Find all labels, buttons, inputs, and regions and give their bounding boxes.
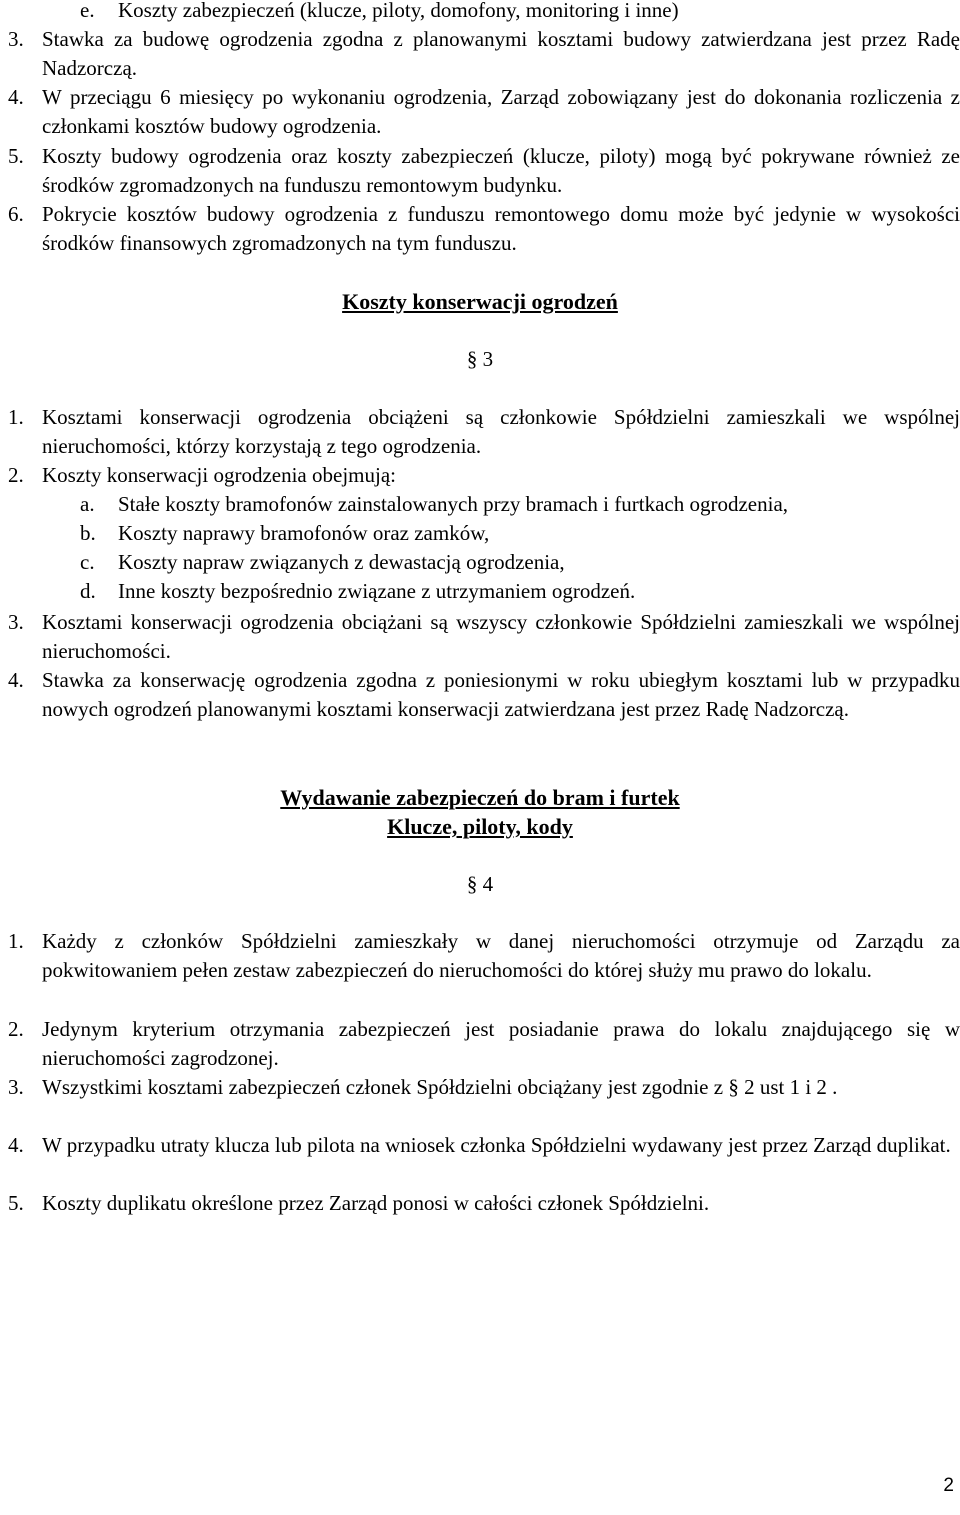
list-item-text: Kosztami konserwacji ogrodzenia obciążeni są członkowie Spółdzielni zamieszkali we wspólnej nieruchomości, którzy korzystają z tego ogrodzenia. [42,405,960,458]
list-marker: 6. [8,202,24,226]
list-marker: 2. [8,463,24,487]
list-item-repair-fund [8,142,960,200]
list-item-settlement [8,83,960,141]
list-item-fund-limit [8,200,960,258]
paragraph-sign-3: § 3 [466,347,494,371]
section-heading-security: Wydawanie zabezpieczeń do bram i furtek [280,785,680,810]
list-marker: 1. [8,405,24,429]
list-marker: 3. [8,1075,24,1099]
list-marker: 3. [8,610,24,634]
list-marker: b. [80,521,96,545]
list-item-conservation-includes [8,461,960,490]
list-item-text: Koszty budowy ogrodzenia oraz koszty zabezpieczeń (klucze, piloty) mogą być pokrywane również ze środków zgromadzonych na funduszu remontowym budynku. [42,144,960,197]
list-item-duplicate [8,1131,960,1160]
sublist-item-c [80,548,960,577]
list-marker: 5. [8,1191,24,1215]
list-marker: 1. [8,929,24,953]
list-item-text: Koszty zabezpieczeń (klucze, piloty, domofony, monitoring i inne) [118,0,679,22]
list-item-text: Koszty naprawy bramofonów oraz zamków, [118,521,490,545]
list-item-text: Wszystkimi kosztami zabezpieczeń członek Spółdzielni obciążany jest zgodnie z § 2 ust 1 i 2 . [42,1075,838,1099]
list-marker: a. [80,492,95,516]
sublist-item-b [80,519,960,548]
list-marker: c. [80,550,95,574]
list-item-security-costs [8,1073,960,1102]
list-marker: 4. [8,1133,24,1157]
sublist-item-d [80,577,960,606]
list-item-conservation-rate [8,666,960,724]
list-marker: 4. [8,85,24,109]
list-item-criterion [8,1015,960,1073]
list-marker: 4. [8,668,24,692]
section-subheading-security: Klucze, piloty, kody [387,814,573,839]
list-marker: 5. [8,144,24,168]
list-item-conservation-charged [8,403,960,461]
list-marker: 2. [8,1017,24,1041]
list-item-text: Koszty napraw związanych z dewastacją ogrodzenia, [118,550,565,574]
list-item-text: Koszty duplikatu określone przez Zarząd ponosi w całości członek Spółdzielni. [42,1191,710,1215]
list-item-text: Stawka za budowę ogrodzenia zgodna z planowanymi kosztami budowy zatwierdzana jest przez Radę Nadzorczą. [42,27,960,80]
list-item-text: Każdy z członków Spółdzielni zamieszkały w danej nieruchomości otrzymuje od Zarządu za pokwitowaniem pełen zestaw zabezpieczeń do nieruchomości do której służy mu prawo do lokalu. [42,929,960,982]
list-item-text: Jedynym kryterium otrzymania zabezpieczeń jest posiadanie prawa do lokalu znajdującego się w nieruchomości zagrodzonej. [42,1017,960,1070]
list-item-text: Stałe koszty bramofonów zainstalowanych przy bramach i furtkach ogrodzenia, [118,492,789,516]
list-item-text: Koszty konserwacji ogrodzenia obejmują: [42,463,396,487]
list-item-text: W przeciągu 6 miesięcy po wykonaniu ogrodzenia, Zarząd zobowiązany jest do dokonania rozliczenia z członkami kosztów budowy ogrodzenia. [42,85,960,138]
list-marker: e. [80,0,95,22]
list-item-duplicate-cost [8,1189,960,1218]
list-marker: d. [80,579,96,603]
list-item-rate-approval [8,25,960,83]
list-item-cost-security-types [80,0,960,25]
list-item-conservation-all-members [8,608,960,666]
section-heading-conservation: Koszty konserwacji ogrodzeń [342,289,618,314]
list-item-text: W przypadku utraty klucza lub pilota na wniosek członka Spółdzielni wydawany jest przez Zarząd duplikat. [42,1133,951,1157]
list-item-text: Inne koszty bezpośrednio związane z utrzymaniem ogrodzeń. [118,579,636,603]
page-number: 2 [943,1475,954,1496]
list-item-full-set [8,927,960,985]
sublist-item-a [80,490,960,519]
list-item-text: Pokrycie kosztów budowy ogrodzenia z funduszu remontowego domu może być jedynie w wysokości środków finansowych zgromadzonych na tym funduszu. [42,202,960,255]
list-marker: 3. [8,27,24,51]
list-item-text: Stawka za konserwację ogrodzenia zgodna z poniesionymi w roku ubiegłym kosztami lub w przypadku nowych ogrodzeń planowanymi kosztami konserwacji zatwierdzana jest przez Radę Nadzorczą. [42,668,960,721]
paragraph-sign-4: § 4 [466,872,494,896]
list-item-text: Kosztami konserwacji ogrodzenia obciążani są wszyscy członkowie Spółdzielni zamieszkali we wspólnej nieruchomości. [42,610,960,663]
